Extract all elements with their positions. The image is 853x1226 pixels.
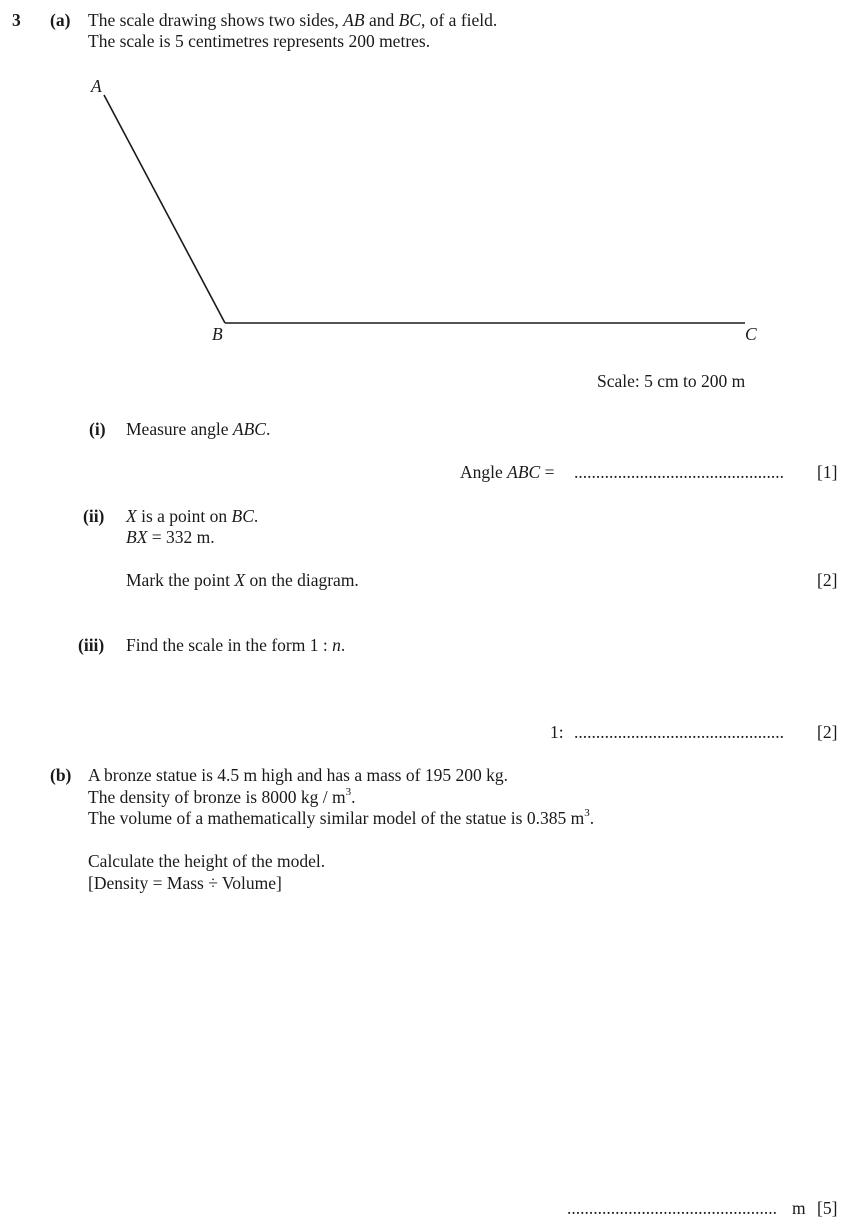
part-b-formula: [Density = Mass ÷ Volume] [88,873,282,893]
part-ii-line3: Mark the point X on the diagram. [126,570,359,590]
part-iii-question: Find the scale in the form 1 : n. [126,635,346,655]
scale-drawing [0,0,853,400]
part-iii-answer-line[interactable]: ................................................ [574,722,784,742]
part-b-marks: [5] [817,1198,838,1218]
point-a-label: A [91,76,102,96]
part-ii-line2: BX = 332 m. [126,527,215,547]
part-i-answer-line[interactable]: ................................................ [574,462,784,482]
part-i-answer-prompt: Angle ABC = [460,462,555,482]
part-i-question: Measure angle ABC. [126,419,271,439]
scale-caption: Scale: 5 cm to 200 m [597,371,746,391]
part-ii-marks: [2] [817,570,838,590]
part-iii-answer-prefix: 1: [550,722,564,742]
point-c-label: C [745,324,757,344]
part-i-label: (i) [89,419,106,439]
part-a-label: (a) [50,10,71,30]
part-a-line2: The scale is 5 centimetres represents 200 metres. [88,31,431,51]
part-iii-marks: [2] [817,722,838,742]
part-b-unit: m [792,1198,806,1218]
part-b-instruction: Calculate the height of the model. [88,851,326,871]
part-b-label: (b) [50,765,72,785]
part-b-line3: The volume of a mathematically similar model of the statue is 0.385 $m^3$. [88,807,595,828]
part-b-line1: A bronze statue is 4.5 m high and has a mass of 195 200 kg. [88,765,508,785]
part-ii-label: (ii) [83,506,105,526]
point-b-label: B [212,324,223,344]
part-ii-line1: X is a point on BC. [126,506,259,526]
part-iii-label: (iii) [78,635,105,655]
part-a-line1: The scale drawing shows two sides, AB and BC, of a field. [88,10,498,30]
part-b-line2: The density of bronze is 8000 kg / $m^3$. [88,786,356,807]
part-i-marks: [1] [817,462,838,482]
part-b-answer-line[interactable]: ................................................ [567,1198,777,1218]
side-ab [104,95,225,323]
question-number: 3 [12,10,21,30]
